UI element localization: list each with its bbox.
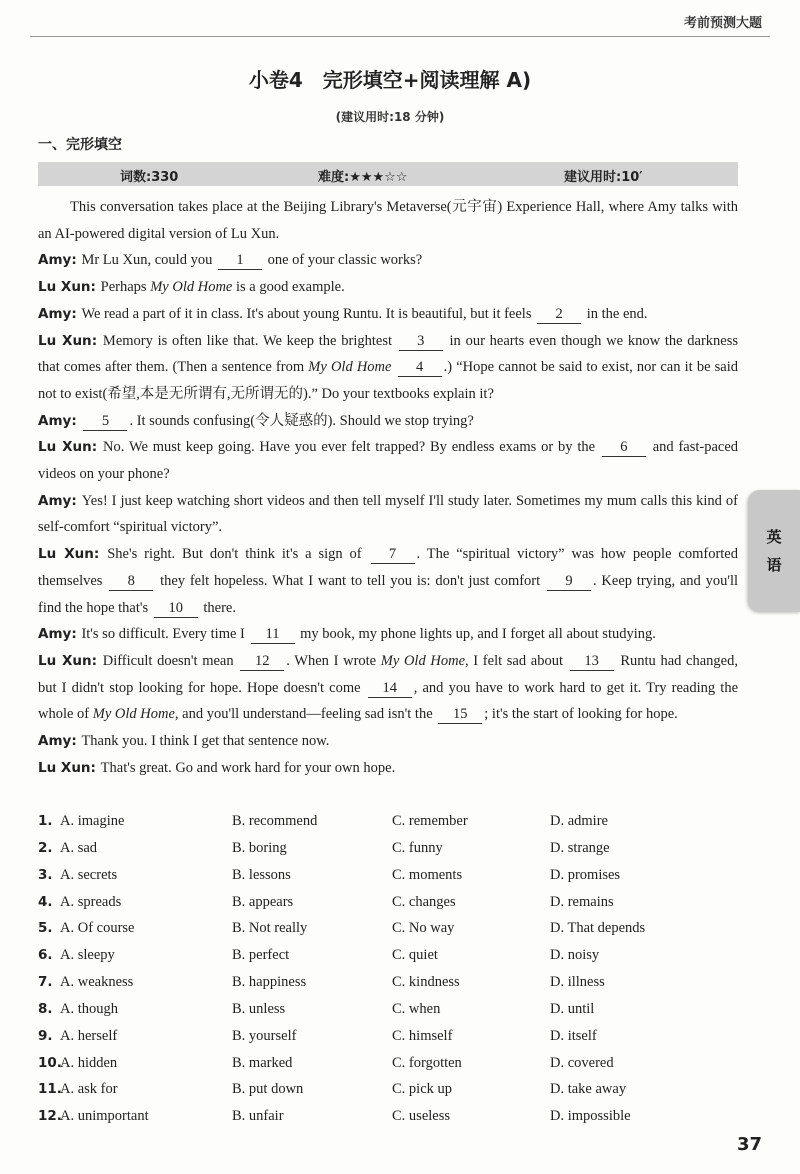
work-title: My Old Home bbox=[380, 652, 466, 669]
blank-6: 6 bbox=[602, 439, 646, 457]
option-d: D. noisy bbox=[550, 947, 600, 964]
option-d: D. itself bbox=[550, 1027, 597, 1044]
section-heading: 一、完形填空 bbox=[38, 137, 122, 153]
line-text: . When I wrote bbox=[286, 652, 377, 669]
line-text: there. bbox=[203, 599, 236, 616]
option-c: C. forgotten bbox=[392, 1054, 462, 1071]
option-a: A. sleepy bbox=[60, 947, 115, 964]
option-b: B. lessons bbox=[232, 866, 291, 883]
side-tab-char: 语 bbox=[766, 556, 782, 574]
dialogue-line bbox=[38, 488, 738, 541]
side-tab-char: 英 bbox=[766, 528, 782, 546]
speaker-amy: Amy bbox=[38, 305, 72, 322]
passage-intro: This conversation takes place at the Beijing Library's Metaverse(元宇宙) Experience Hall, where Amy talks with an AI-powered digital version of Lu Xun. bbox=[38, 199, 738, 242]
option-c: C. funny bbox=[392, 839, 443, 856]
line-text: Perhaps bbox=[100, 279, 147, 296]
speaker-colon: : bbox=[91, 332, 103, 349]
option-a: A. ask for bbox=[60, 1081, 118, 1098]
dialogue-line bbox=[38, 728, 738, 755]
dialogue-line bbox=[38, 755, 738, 782]
option-d: D. illness bbox=[550, 974, 605, 991]
line-text: one of your classic works? bbox=[267, 252, 423, 269]
line-text: Memory is often like that. We keep the brightest bbox=[102, 332, 392, 349]
option-row bbox=[38, 943, 738, 970]
option-b: B. appears bbox=[232, 893, 294, 910]
option-a: A. hidden bbox=[60, 1054, 118, 1071]
info-bar bbox=[38, 162, 738, 186]
dialogue-line bbox=[38, 328, 738, 408]
speaker-colon: : bbox=[71, 626, 82, 643]
option-b: B. happiness bbox=[232, 974, 307, 991]
line-text: my book, my phone lights up, and I forget all about studying. bbox=[300, 626, 656, 643]
line-text: , I felt sad about bbox=[465, 652, 563, 669]
option-row bbox=[38, 970, 738, 997]
question-number: 3. bbox=[38, 866, 53, 883]
word-count: 词数:330 bbox=[120, 170, 179, 185]
speaker-colon: : bbox=[91, 439, 104, 456]
option-d: D. take away bbox=[550, 1081, 627, 1098]
question-number: 5. bbox=[38, 920, 53, 937]
option-b: B. boring bbox=[232, 839, 287, 856]
option-row bbox=[38, 1077, 738, 1104]
suggested-time: 建议用时:10′ bbox=[564, 170, 643, 185]
cloze-passage bbox=[38, 194, 738, 781]
option-d: D. That depends bbox=[550, 920, 646, 937]
question-number: 1. bbox=[38, 813, 53, 829]
option-row bbox=[38, 1051, 738, 1078]
dialogue-line bbox=[38, 648, 738, 728]
blank-2: 2 bbox=[537, 306, 581, 324]
question-number: 10. bbox=[38, 1054, 62, 1071]
question-number: 12. bbox=[38, 1108, 62, 1125]
line-text: We read a part of it in class. It's about young Runtu. It is beautiful, but it feels bbox=[81, 305, 532, 322]
dialogue-line bbox=[38, 408, 738, 435]
option-c: C. when bbox=[392, 1000, 441, 1017]
option-c: C. moments bbox=[392, 866, 463, 883]
page-title: 小卷4 完形填空+阅读理解 A) bbox=[248, 68, 532, 92]
line-text: they felt hopeless. What I want to tell you is: don't just comfort bbox=[160, 572, 541, 589]
dialogue-line bbox=[38, 301, 738, 328]
difficulty-rating: 难度:★★★☆☆ bbox=[318, 170, 408, 185]
option-a: A. spreads bbox=[60, 893, 122, 910]
question-number: 4. bbox=[38, 893, 53, 910]
option-c: C. No way bbox=[392, 920, 455, 937]
speaker-amy: Amy bbox=[38, 492, 72, 509]
option-a: A. herself bbox=[60, 1027, 118, 1044]
option-c: C. kindness bbox=[392, 974, 460, 991]
line-text: Thank you. I think I get that sentence now. bbox=[81, 733, 330, 750]
option-b: B. perfect bbox=[232, 947, 290, 964]
option-row bbox=[38, 809, 738, 836]
option-a: A. Of course bbox=[60, 920, 135, 937]
line-text: She's right. But don't think it's a sign of bbox=[107, 546, 362, 563]
speaker-colon: : bbox=[90, 759, 101, 776]
option-d: D. strange bbox=[550, 839, 610, 856]
speaker-lu-xun: Lu Xun bbox=[38, 439, 92, 456]
blank-12: 12 bbox=[240, 653, 284, 671]
option-a: A. sad bbox=[60, 839, 98, 856]
page-subtitle: (建议用时:18 分钟) bbox=[335, 110, 445, 124]
speaker-colon: : bbox=[71, 733, 82, 750]
option-row bbox=[38, 997, 738, 1024]
option-c: C. himself bbox=[392, 1027, 453, 1044]
option-c: C. remember bbox=[392, 813, 468, 829]
speaker-lu-xun: Lu Xun bbox=[38, 546, 94, 563]
line-text: Difficult doesn't mean bbox=[102, 652, 234, 669]
option-b: B. yourself bbox=[232, 1027, 297, 1044]
line-text: . Keep trying, and you'll find the hope that's bbox=[38, 572, 739, 616]
work-title: My Old Home bbox=[308, 359, 392, 376]
line-text: is a good example. bbox=[235, 279, 345, 296]
speaker-amy: Amy bbox=[38, 733, 72, 750]
option-a: A. though bbox=[60, 1000, 118, 1017]
dialogue-line bbox=[38, 434, 738, 487]
option-b: B. unfair bbox=[232, 1108, 284, 1125]
line-text: ; it's the start of looking for hope. bbox=[484, 706, 678, 723]
line-text: That's great. Go and work hard for your own hope. bbox=[100, 759, 396, 776]
dialogue-line bbox=[38, 274, 738, 301]
question-number: 7. bbox=[38, 974, 53, 991]
option-a: A. imagine bbox=[60, 813, 125, 829]
blank-4: 4 bbox=[398, 359, 442, 377]
option-c: C. quiet bbox=[392, 947, 438, 964]
option-b: B. marked bbox=[232, 1054, 293, 1071]
line-text: Mr Lu Xun, could you bbox=[81, 252, 213, 269]
line-text: .) “Hope cannot be said to exist, nor can it be said not to exist(希望,本是无所谓有,无所谓无的).” Do your textbooks explain it? bbox=[38, 359, 739, 402]
blank-14: 14 bbox=[368, 680, 412, 698]
line-text: . The “spiritual victory” was how people comforted themselves bbox=[38, 546, 738, 589]
option-b: B. put down bbox=[232, 1081, 304, 1098]
blank-5: 5 bbox=[83, 413, 127, 431]
option-c: C. changes bbox=[392, 893, 456, 910]
speaker-colon: : bbox=[90, 279, 101, 296]
speaker-amy: Amy bbox=[38, 412, 72, 429]
answer-options bbox=[38, 809, 738, 1131]
option-d: D. admire bbox=[550, 813, 608, 829]
line-text: It's so difficult. Every time I bbox=[81, 626, 245, 643]
option-row bbox=[38, 836, 738, 863]
question-number: 11. bbox=[38, 1081, 62, 1098]
question-number: 2. bbox=[38, 839, 53, 856]
speaker-colon: : bbox=[71, 412, 82, 429]
option-d: D. impossible bbox=[550, 1108, 631, 1125]
speaker-lu-xun: Lu Xun bbox=[38, 652, 92, 669]
dialogue-line bbox=[38, 621, 738, 648]
blank-1: 1 bbox=[218, 252, 262, 270]
speaker-lu-xun: Lu Xun bbox=[38, 332, 92, 349]
work-title: My Old Home bbox=[92, 706, 175, 723]
question-number: 6. bbox=[38, 947, 53, 964]
speaker-colon: : bbox=[91, 652, 103, 669]
option-row bbox=[38, 890, 738, 917]
line-text: in our hearts even though we know the darkness that comes after them. (Then a sentence from bbox=[38, 332, 739, 376]
line-text: Runtu had changed, but I didn't stop looking for hope. Hope doesn't come bbox=[38, 652, 738, 696]
speaker-amy: Amy bbox=[38, 626, 72, 643]
blank-13: 13 bbox=[570, 653, 614, 671]
speaker-lu-xun: Lu Xun bbox=[38, 759, 91, 776]
option-b: B. Not really bbox=[232, 920, 308, 937]
line-text: No. We must keep going. Have you ever felt trapped? By endless exams or by the bbox=[103, 439, 596, 456]
page-number: 37 bbox=[736, 1134, 762, 1155]
dialogue-line bbox=[38, 541, 738, 621]
blank-9: 9 bbox=[547, 573, 591, 591]
option-b: B. unless bbox=[232, 1000, 286, 1017]
blank-3: 3 bbox=[399, 333, 443, 351]
blank-10: 10 bbox=[154, 600, 198, 618]
option-row bbox=[38, 863, 738, 890]
speaker-colon: : bbox=[93, 546, 108, 563]
option-c: C. useless bbox=[392, 1108, 450, 1125]
speaker-colon: : bbox=[71, 252, 82, 269]
blank-7: 7 bbox=[371, 546, 415, 564]
header-divider bbox=[30, 36, 770, 37]
option-row bbox=[38, 1104, 738, 1131]
option-d: D. covered bbox=[550, 1054, 614, 1071]
speaker-lu-xun: Lu Xun bbox=[38, 279, 91, 296]
blank-8: 8 bbox=[109, 573, 153, 591]
line-text: , and you have to work hard to get it. Try reading the whole of bbox=[38, 679, 739, 723]
work-title: My Old Home bbox=[150, 279, 233, 296]
option-row bbox=[38, 916, 738, 943]
option-b: B. recommend bbox=[232, 813, 318, 829]
blank-15: 15 bbox=[438, 706, 482, 724]
speaker-colon: : bbox=[71, 305, 82, 322]
header-label: 考前预测大题 bbox=[683, 16, 762, 31]
option-d: D. remains bbox=[550, 893, 614, 910]
option-a: A. secrets bbox=[60, 866, 118, 883]
option-d: D. until bbox=[550, 1000, 595, 1017]
line-text: and fast-paced videos on your phone? bbox=[38, 439, 739, 483]
option-a: A. unimportant bbox=[60, 1108, 149, 1125]
option-c: C. pick up bbox=[392, 1081, 453, 1098]
subject-side-tab bbox=[748, 490, 800, 612]
question-number: 8. bbox=[38, 1000, 53, 1017]
speaker-amy: Amy bbox=[38, 252, 72, 269]
option-a: A. weakness bbox=[60, 974, 134, 991]
line-text: in the end. bbox=[586, 305, 648, 322]
line-text: , and you'll understand—feeling sad isn't the bbox=[174, 706, 433, 723]
dialogue-line bbox=[38, 247, 738, 274]
option-d: D. promises bbox=[550, 866, 621, 883]
option-row bbox=[38, 1024, 738, 1051]
speaker-colon: : bbox=[71, 492, 82, 509]
question-number: 9. bbox=[38, 1027, 53, 1044]
line-text: Yes! I just keep watching short videos and then tell myself I'll study later. Sometimes my mum calls this kind of self-comfort “spiritual victory”. bbox=[38, 492, 738, 536]
line-text: . It sounds confusing(令人疑惑的). Should we stop trying? bbox=[129, 412, 474, 429]
blank-11: 11 bbox=[251, 626, 295, 644]
